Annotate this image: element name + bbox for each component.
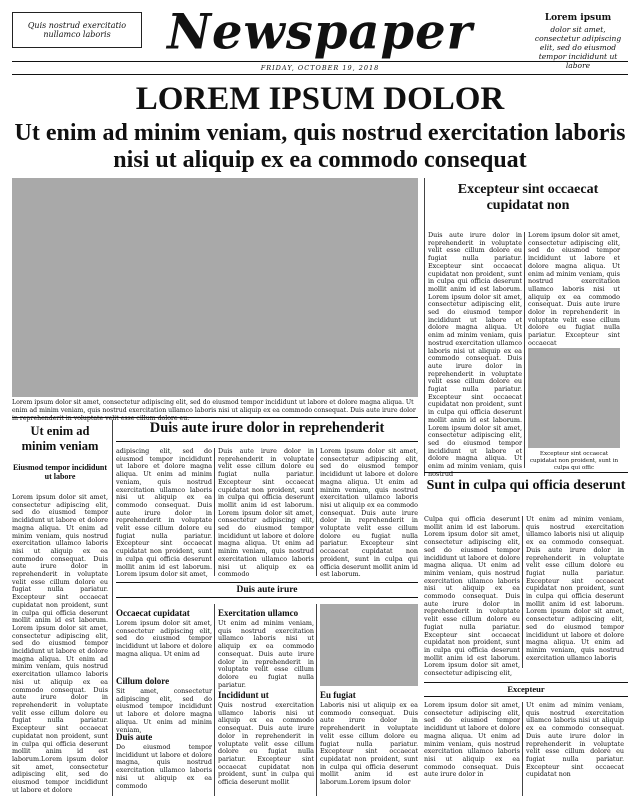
right-mid-col-divider — [522, 516, 523, 668]
left-divider — [112, 420, 113, 796]
center-col-3: Lorem ipsum dolor sit amet, consectetur adipiscing elit, sed do eiusmod tempor incididunt ut labore et dolore magna aliqua. Ut enim ad minim veniam, quis nostrud exercitation ullamco laboris nisi ut aliquip ex ea commodo consequat. Duis aute irure dolor in reprehenderit in voluptate velit esse cillum dolore eu fugiat nulla pariatur. Excepteur sint occaecat cupidatat non proident, sunt in culpa qui officia deserunt mollit anim id est laborum. — [320, 447, 418, 579]
left-headline: Ut enim ad minim veniam — [21, 424, 99, 453]
center-headline-rule — [116, 441, 418, 442]
ear-right-body: dolor sit amet, consectetur adipiscing elit, sed do eiusmod tempor incididunt ut labore — [534, 25, 622, 70]
left-subhead: Eiusmod tempor incididunt ut labore — [12, 463, 108, 481]
ear-left-text: Quis nostrud exercitatio nullamco laboris — [27, 21, 127, 39]
lower-e-body: Quis nostrud exercitation ullamco laboris nisi ut aliquip ex ea commodo consequat. Duis aute irure dolor in reprehenderit in voluptate velit esse cillum dolore eu fugiat nulla pariatur. Excepteur sint occaecat cupidatat non proident, sunt in culpa qui officia deserunt mollit — [218, 701, 314, 787]
section-rule-top — [116, 582, 418, 583]
masthead-rule-bottom — [12, 74, 628, 75]
left-body: Lorem ipsum dolor sit amet, consectetur adipiscing elit, sed do eiusmod tempor incididunt ut labore et dolore magna aliqua. Ut enim ad minim veniam, quis nostrud exercitation ullamco laboris nisi ut aliquip ex ea commodo consequat. Duis aute irure dolor in reprehenderit in voluptate velit esse cillum dolore eu fugiat nulla pariatur. Excepteur sint occaecat cupidatat non proident, sunt in culpa qui officia deserunt mollit anim id est laborum. Lorem ipsum dolor sit amet, consectetur adipiscing elit, sed do eiusmod tempor incididunt ut labore et dolore magna aliqua. Ut enim ad minim veniam, quis nostrud exercitation ullamco laboris nisi ut aliquip ex ea commodo consequat. Duis aute irure dolor in reprehenderit in voluptate velit esse cillum dolore eu fugiat nulla pariatur. Excepteur sint occaecat cupidatat non proident, sunt in culpa qui officia deserunt mollit anim id est laborum.Lorem ipsum dolor sit amet, consectetur adipiscing elit, sed do eiusmod tempor incididunt ut labore et dolore — [12, 493, 108, 794]
lower-f-body: Laboris nisi ut aliquip ex ea commodo consequat. Duis aute irure dolor in reprehenderit in voluptate velit esse cillum dolore eu fugiat nulla pariatur. Excepteur sint occaecat cupidatat non proident, sunt in culpa qui officia deserunt mollit anim id est laborum.Lorem ipsum dolor — [320, 701, 418, 787]
lower-b-body: Sit amet, consectetur adipiscing elit, sed do eiusmod tempor incididunt ut labore et dolore magna aliqua. Ut enim ad minim veniam, — [116, 687, 212, 734]
center-col-1: adipiscing elit, sed do eiusmod tempor incididunt ut labore et dolore magna aliqua. Ut enim ad minim veniam, quis nostrud exercitation ullamco laboris nisi ut aliquip ex ea commodo consequat. Duis aute irure dolor in reprehenderit in voluptate velit esse cillum dolore eu fugiat nulla pariatur. Excepteur sint occaecat cupidatat non proident, sunt in culpa qui officia deserunt mollit anim id est laborum. Lorem ipsum dolor sit amet, — [116, 447, 212, 579]
main-photo — [12, 178, 418, 397]
center-headline: Duis aute irure dolor in reprehenderit — [149, 420, 385, 436]
right-divider — [424, 178, 425, 476]
subheadline: Ut enim ad minim veniam, quis nostrud exercitation laboris nisi ut aliquip ex ea commodo consequat — [14, 120, 626, 173]
center-col-2: Duis aute irure dolor in reprehenderit in voluptate velit esse cillum dolore eu fugiat nulla pariatur. Excepteur sint occaecat cupidatat non proident, sunt in culpa qui officia deserunt mollit anim id est laborum. Lorem ipsum dolor sit amet, consectetur adipiscing elit, sed do eiusmod tempor incididunt ut labore et dolore magna aliqua. Ut enim ad minim veniam, quis nostrud exercitation ullamco laboris nisi ut aliquip ex ea commodo — [218, 447, 314, 579]
right-sub-col-1: Lorem ipsum dolor sit amet, consectetur adipiscing elit, sed do eiusmod tempor incididunt ut labore et dolore magna aliqua. Ut enim ad minim veniam, quis nostrud exercitation ullamco laboris nisi ut aliquip ex ea commodo consequat. Duis aute irure dolor in — [424, 701, 520, 779]
masthead-rule-top — [12, 61, 628, 62]
right-sub-title: Excepteur — [507, 684, 545, 694]
lower-d-body: Ut enim ad minim veniam, quis nostrud exercitation ullamco laboris nisi ut aliquip ex ea commodo consequat. Duis aute irure dolor in reprehenderit in voluptate velit esse cillum dolore eu fugiat nulla pariatur. — [218, 619, 314, 689]
dateline: FRIDAY, OCTOBER 19, 2018 — [260, 64, 380, 72]
lower-photo — [320, 604, 418, 686]
ear-right-title: Lorem ipsum — [544, 13, 612, 23]
main-photo-caption: Lorem ipsum dolor sit amet, consectetur adipiscing elit, sed do eiusmod tempor incididunt ut labore et dolore magna aliqua. Ut enim ad minim veniam, quis nostrud exercitation ullamco laboris nisi ut aliquip ex ea commodo consequat. Duis aute irure dolor in reprehenderit in voluptate velit esse cillum dolore eu. — [12, 399, 416, 422]
lower-divider-2 — [316, 604, 317, 796]
lower-c-title: Duis aute — [116, 732, 153, 742]
section-title: Duis aute irure — [236, 585, 298, 595]
right-top-col-1: Duis aute irure dolor in reprehenderit in voluptate velit esse cillum dolore eu fugiat nulla pariatur. Excepteur sint occaecat cupidatat non proident, sunt in culpa qui officia deserunt mollit anim id est laborum. Lorem ipsum dolor sit amet, consectetur adipiscing elit, sed do eiusmod tempor incididunt ut labore et dolore magna aliqua. Ut enim ad minim veniam, quis nostrud exercitation ullamco laboris nisi ut aliquip ex ea commodo consequat. Duis aute irure dolor in reprehenderit in voluptate velit esse cillum dolore eu fugiat nulla pariatur. Excepteur sint occaecat cupidatat non proident, sunt in culpa qui officia deserunt mollit anim id est laborum. Lorem ipsum dolor sit amet, consectetur adipiscing elit, sed do eiusmod tempor incididunt ut labore et dolore magna aliqua. Ut enim ad minim veniam, quis nostrud — [428, 231, 522, 478]
lower-divider-1 — [214, 604, 215, 796]
right-mid-rule — [424, 472, 628, 473]
masthead: Newspaper — [167, 3, 473, 61]
lower-f-title: Eu fugiat — [320, 690, 356, 700]
lower-c-body: Do eiusmod tempor incididunt ut labore et dolore magna, quis nostrud exercitation ullamco laboris nisi ut aliquip ex ea commodo — [116, 743, 212, 790]
lower-a-title: Occaecat cupidatat — [116, 608, 190, 618]
right-top-headline: Excepteur sint occaecat cupidatat non — [457, 182, 599, 213]
right-sub-rule-top — [424, 682, 628, 683]
lower-a-body: Lorem ipsum dolor sit amet, consectetur adipiscing elit, sed do eiusmod tempor incididunt ut labore et dolore magna aliqua. Ut enim ad — [116, 619, 212, 658]
lower-d-title: Exercitation ullamco — [218, 608, 299, 618]
right-mid-col-1: Culpa qui officia deserunt mollit anim id est laborum. Lorem ipsum dolor sit amet, consectetur adipiscing elit, sed do eiusmod tempor incididunt ut labore et dolore magna aliqua. Ut enim ad minim veniam, quis nostrud exercitation ullamco laboris nisi ut aliquip ex ea commodo consequat. Duis aute irure dolor in reprehenderit in voluptate velit esse cillum dolore eu fugiat nulla pariatur. Excepteur sint occaecat cupidatat non proident, sunt in culpa qui officia deserunt mollit anim id est laborum. Lorem ipsum dolor sit amet, consectetur adipiscing elit, — [424, 515, 520, 678]
right-sub-rule-bottom — [424, 696, 628, 697]
headline: LOREM IPSUM DOLOR — [135, 81, 505, 117]
right-sub-col-2: Ut enim ad minim veniam, quis nostrud exercitation ullamco laboris nisi ut aliquip ex ea commodo consequat. Duis aute irure dolor in reprehenderit in voluptate velit esse cillum dolore eu fugiat nulla pariatur. Excepteur sint occaecat cupidatat non — [526, 701, 624, 779]
lower-e-title: Incididunt ut — [218, 690, 269, 700]
right-top-photo — [528, 348, 620, 448]
center-col-divider-2 — [316, 448, 317, 576]
center-col-divider-1 — [214, 448, 215, 576]
main-photo-rule — [12, 417, 418, 418]
section-rule-bottom — [116, 597, 418, 598]
right-sub-col-divider — [522, 702, 523, 796]
lower-b-title: Cillum dolore — [116, 676, 170, 686]
right-top-col-divider — [524, 232, 525, 468]
right-mid-headline: Sunt in culpa qui officia deserunt — [426, 478, 626, 493]
right-mid-col-2: Ut enim ad minim veniam, quis nostrud exercitation ullamco laboris nisi ut aliquip ex ea commodo consequat. Duis aute irure dolor in reprehenderit in voluptate velit esse cillum dolore eu fugiat nulla pariatur. Excepteur sint occaecat cupidatat non proident, sunt in culpa qui officia deserunt mollit anim id est laborum. Lorem ipsum dolor sit amet, consectetur adipiscing elit, sed do eiusmod tempor incididunt ut labore et dolore magna aliqua. Ut enim ad minim veniam, quis nostrud exercitation ullamco laboris — [526, 515, 624, 662]
right-top-col-2: Lorem ipsum dolor sit amet, consectetur adipiscing elit, sed do eiusmod tempor incididunt ut labore et dolore magna aliqua. Ut enim ad minim veniam, quis nostrud exercitation ullamco laboris nisi ut aliquip ex ea commodo consequat. Duis aute irure dolor in reprehenderit in voluptate velit esse cillum dolore eu fugiat nulla pariatur. Excepteur sint occaecat — [528, 231, 620, 347]
right-top-photo-caption: Excepteur sint occaecat cupidatat non proident, sunt in culpa qui offic — [529, 451, 619, 471]
